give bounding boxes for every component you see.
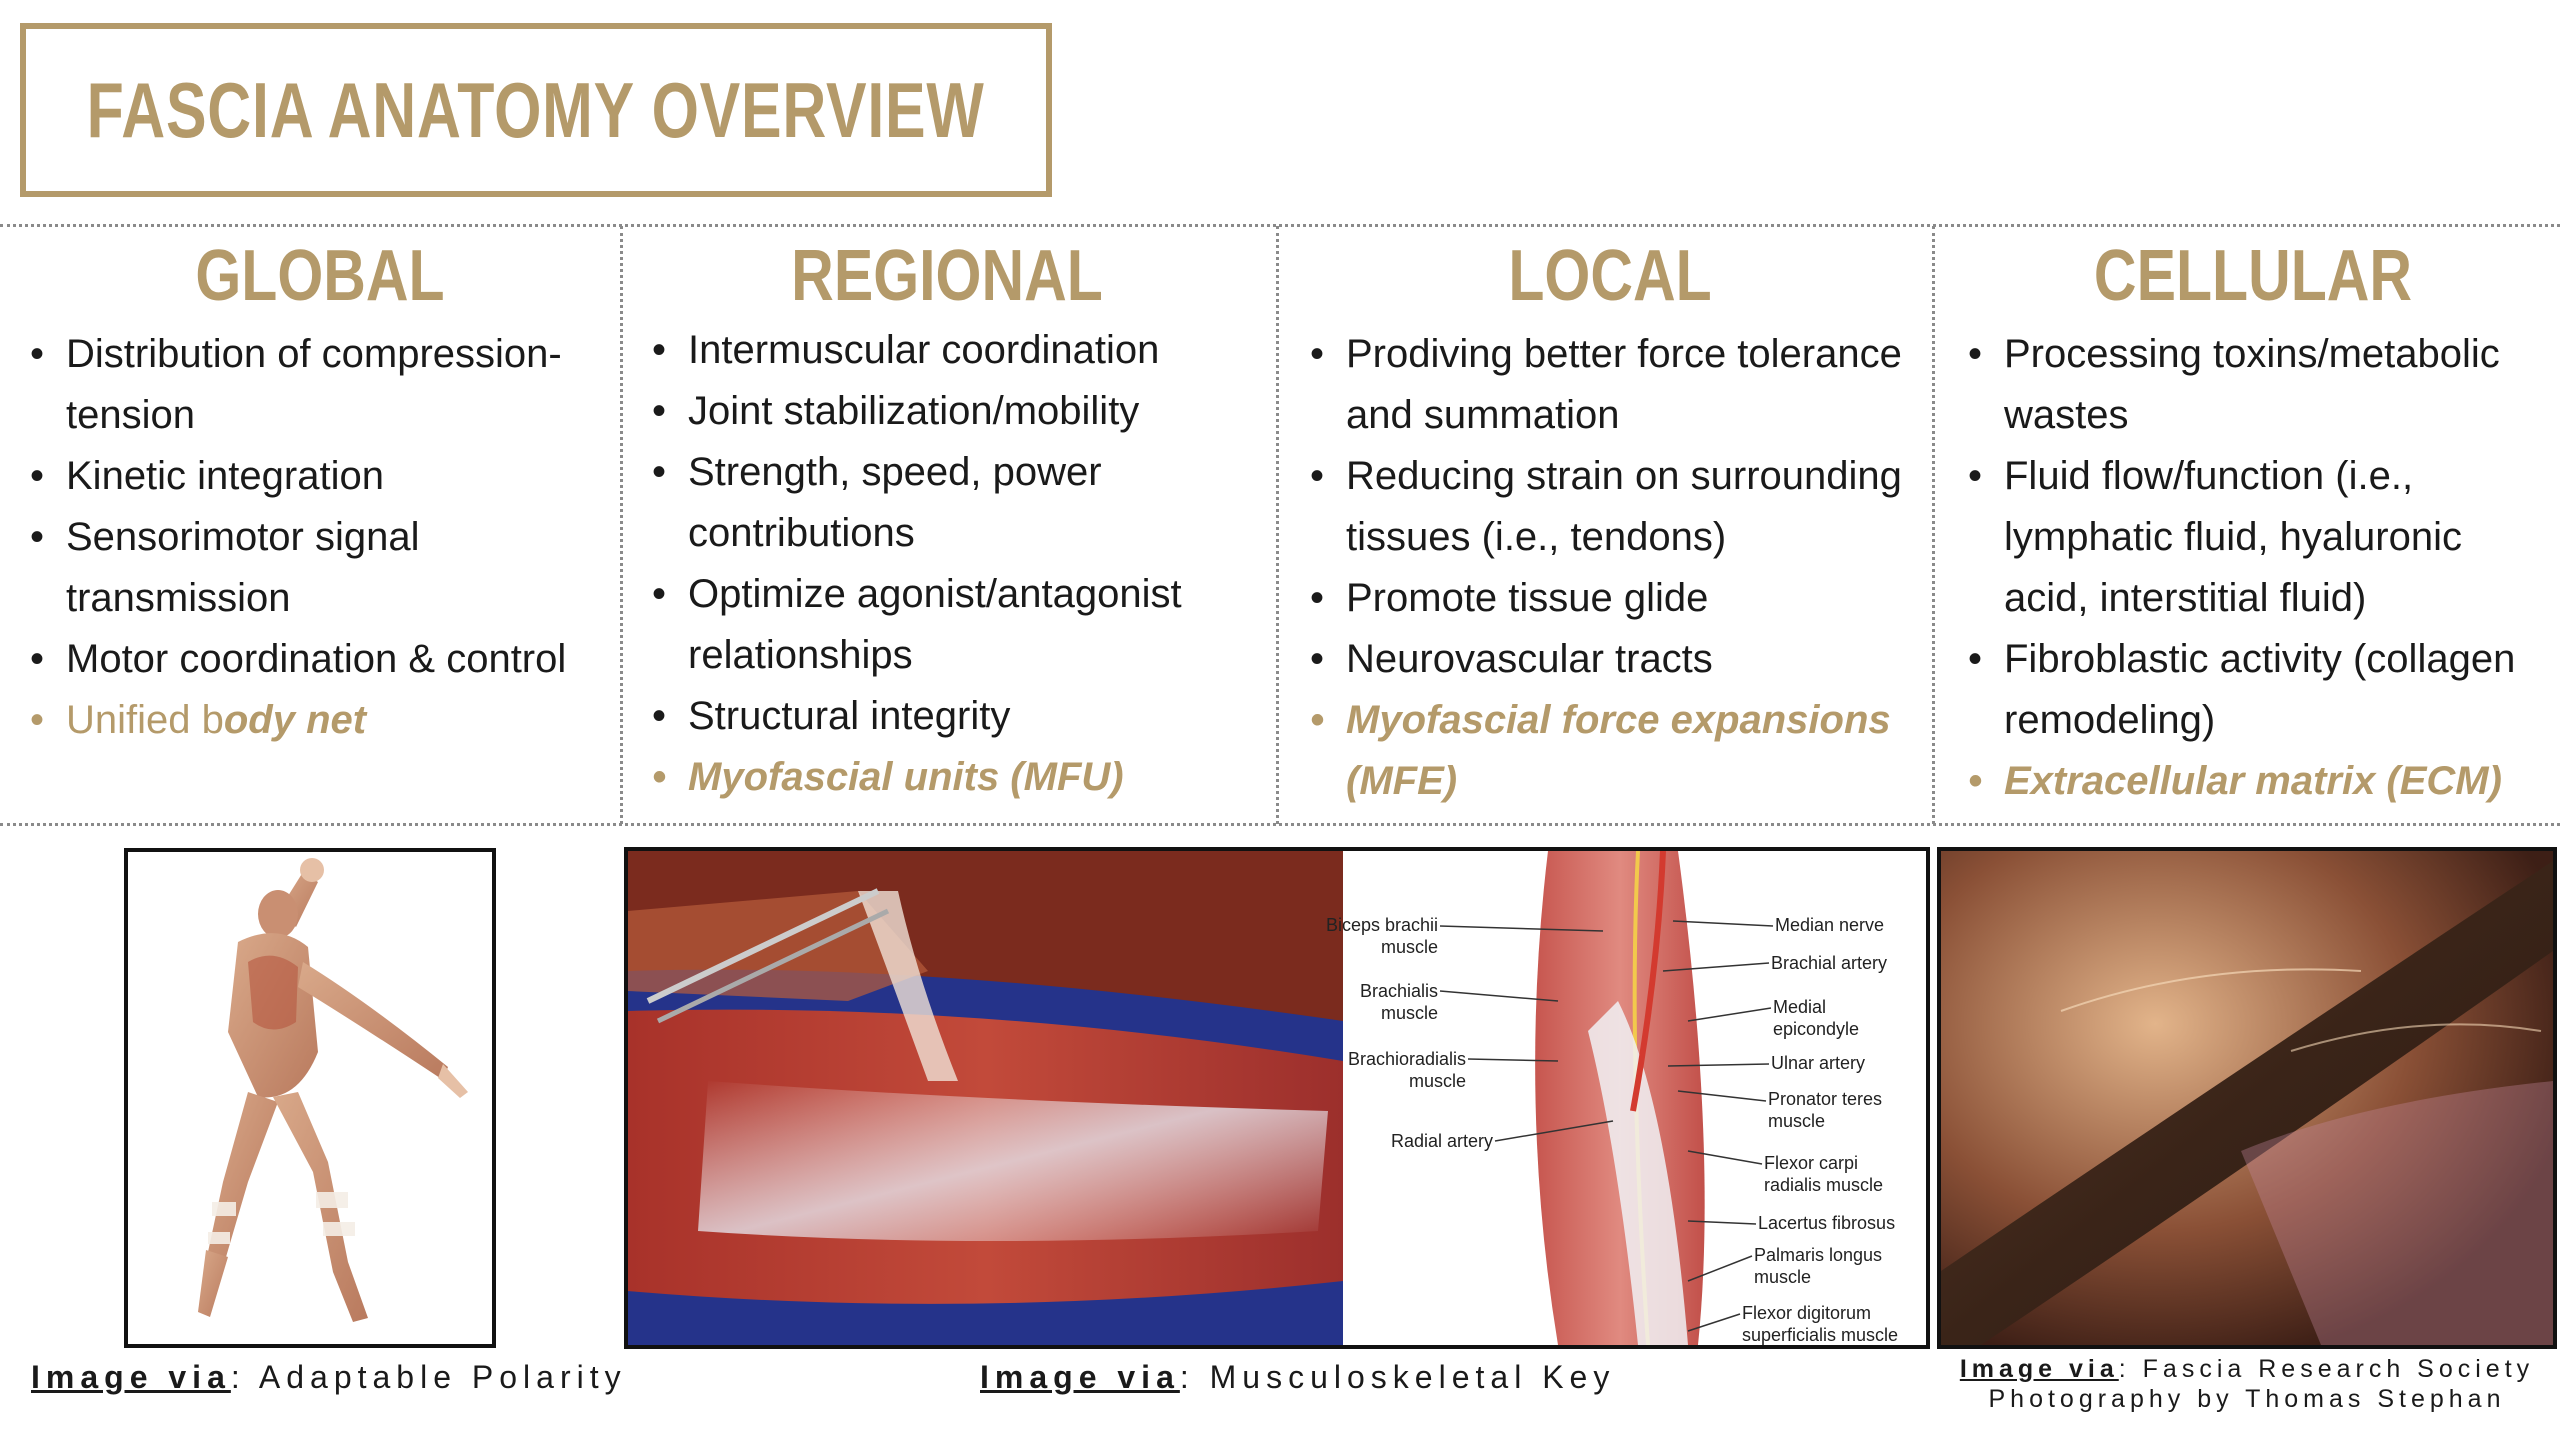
column-global (30, 232, 610, 822)
forearm-fascia-image (624, 847, 1930, 1349)
label-biceps-muscle: muscle (1380, 937, 1438, 957)
label-median-nerve: Median nerve (1775, 915, 1885, 935)
list-item: • Joint stabilization/mobility (652, 381, 1242, 442)
list-item: • Distribution of compression-tension (30, 324, 610, 446)
column-heading: CELLULAR (2093, 236, 2413, 316)
label-flexor-carpi-muscle: radialis muscle (1764, 1175, 1884, 1195)
highlight-prefix: Unified b (66, 698, 224, 742)
list-item: • Kinetic integration (30, 446, 610, 507)
dancer-anatomy-image (124, 848, 496, 1348)
caption-middle (980, 1359, 1615, 1396)
caption-left (31, 1359, 627, 1396)
highlight-item (30, 690, 610, 751)
label-brachialis: Brachialis (1359, 981, 1438, 1001)
caption-right (1937, 1354, 2557, 1414)
label-flexor-digitorum: Flexor digitorum (1742, 1303, 1872, 1323)
column-heading: REGIONAL (791, 236, 1103, 316)
ecm-photo-illustration (1941, 851, 2553, 1345)
label-medial: Medial (1773, 997, 1827, 1017)
list-item: • Processing toxins/metabolic wastes (1968, 324, 2538, 446)
highlight-item: • Myofascial units (MFU) (652, 747, 1242, 808)
column-divider (1932, 226, 1935, 824)
list-item: • Optimize agonist/antagonist relationships (652, 564, 1242, 686)
highlight-item: • Extracellular matrix (ECM) (1968, 751, 2538, 812)
label-flexor-carpi: Flexor carpi (1764, 1153, 1859, 1173)
column-divider (620, 226, 623, 824)
highlight-emphasis: ody net (223, 698, 367, 742)
column-heading: LOCAL (1508, 236, 1712, 316)
image-via-label: Image via (31, 1359, 231, 1395)
caption-source: : Fascia Research Society (2118, 1355, 2535, 1383)
image-via-label: Image via (1959, 1355, 2119, 1383)
label-brachioradialis: Brachioradialis (1347, 1049, 1466, 1069)
label-palmaris: Palmaris longus (1754, 1245, 1883, 1265)
highlight-item: • Myofascial force expansions (MFE) (1310, 690, 1910, 812)
bullet-list (1310, 324, 1910, 812)
label-flexor-digitorum-muscle: superficialis muscle (1742, 1325, 1899, 1345)
list-item: • Strength, speed, power contributions (652, 442, 1242, 564)
bullet-list (652, 320, 1242, 808)
column-cellular (1968, 232, 2538, 822)
label-radial-artery: Radial artery (1390, 1131, 1493, 1151)
top-divider (0, 224, 2560, 227)
list-item: • Motor coordination & control (30, 629, 610, 690)
caption-source: : Adaptable Polarity (230, 1359, 627, 1395)
label-pronator-muscle: muscle (1768, 1111, 1826, 1131)
list-item: • Fluid flow/function (i.e., lymphatic fluid, hyaluronic acid, interstitial fluid) (1968, 446, 2538, 629)
list-item: • Intermuscular coordination (652, 320, 1242, 381)
label-epicondyle: epicondyle (1773, 1019, 1860, 1039)
list-item: • Fibroblastic activity (collagen remodeling) (1968, 629, 2538, 751)
label-biceps: Biceps brachii (1325, 915, 1438, 935)
list-item: • Sensorimotor signal transmission (30, 507, 610, 629)
dancer-figure-illustration (128, 852, 492, 1344)
title-box (20, 23, 1052, 197)
column-divider (1276, 226, 1279, 824)
list-item: • Prodiving better force tolerance and summation (1310, 324, 1910, 446)
list-item: • Structural integrity (652, 686, 1242, 747)
label-lacertus: Lacertus fibrosus (1758, 1213, 1896, 1233)
column-heading: GLOBAL (195, 236, 445, 316)
label-brachialis-muscle: muscle (1380, 1003, 1438, 1023)
label-ulnar-artery: Ulnar artery (1771, 1053, 1866, 1073)
bottom-divider (0, 823, 2560, 826)
label-brachial-artery: Brachial artery (1771, 953, 1888, 973)
bullet-list (30, 324, 610, 751)
forearm-illustration (628, 851, 1926, 1345)
column-regional (652, 232, 1242, 822)
ecm-photo (1937, 847, 2557, 1349)
page-title: FASCIA ANATOMY OVERVIEW (87, 65, 986, 154)
caption-right-line1 (1937, 1354, 2557, 1384)
label-palmaris-muscle: muscle (1754, 1267, 1812, 1287)
bullet-list (1968, 324, 2538, 812)
label-pronator-teres: Pronator teres (1768, 1089, 1883, 1109)
list-item: • Promote tissue glide (1310, 568, 1910, 629)
image-via-label: Image via (980, 1359, 1180, 1395)
list-item: • Neurovascular tracts (1310, 629, 1910, 690)
list-item: • Reducing strain on surrounding tissues (i.e., tendons) (1310, 446, 1910, 568)
caption-credit: Photography by Thomas Stephan (1988, 1385, 2506, 1413)
caption-source: : Musculoskeletal Key (1179, 1359, 1616, 1395)
label-brachioradialis-muscle: muscle (1408, 1071, 1466, 1091)
column-local (1310, 232, 1910, 822)
